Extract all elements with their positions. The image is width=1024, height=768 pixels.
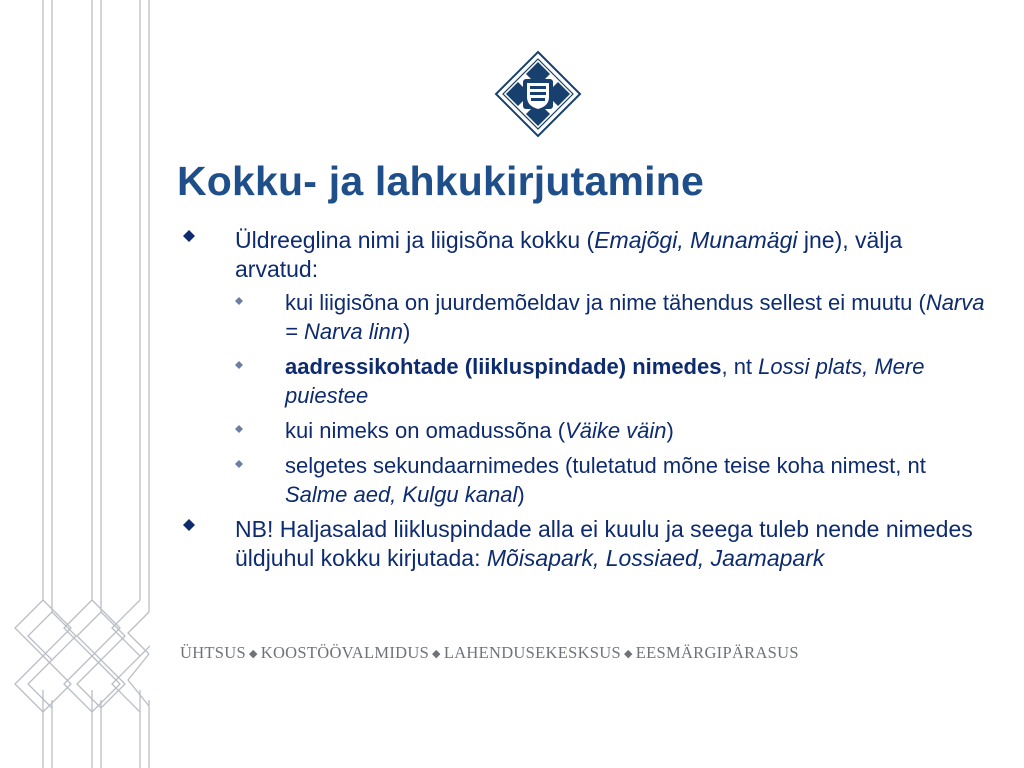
bullet-text-segment: Emajõgi, Munamägi	[594, 227, 798, 253]
bullet-text-segment: )	[403, 319, 411, 344]
bullet-text-segment: )	[517, 482, 525, 507]
bullet-text-segment: , nt	[721, 354, 759, 379]
bullet-text-segment: selgetes sekundaarnimedes (tuletatud mõne teise koha nimest, nt	[285, 453, 926, 478]
bullet-text-segment: )	[666, 418, 674, 443]
bullet-text-segment: kui nimeks on omadussõna (	[285, 418, 566, 443]
diamond-bullet-icon	[183, 230, 195, 242]
motto-separator-icon: ◆	[248, 648, 258, 660]
bullet-item	[180, 226, 990, 284]
bullet-text-segment: Lossi plats, Mere puiestee	[285, 354, 925, 408]
sub-bullet-item	[180, 352, 990, 410]
slide-title: Kokku- ja lahkukirjutamine	[177, 158, 704, 204]
bullet-item	[180, 515, 990, 573]
sub-bullet-item	[180, 416, 990, 445]
bullet-text-segment: kui liigisõna on juurdemõeldav ja nime tähendus sellest ei muutu (	[285, 290, 926, 315]
motto-separator-icon: ◆	[623, 648, 633, 660]
bullet-text-segment: Salme aed, Kulgu kanal	[285, 482, 518, 507]
motto-footer	[180, 643, 799, 663]
diamond-bullet-icon	[235, 425, 243, 433]
diamond-bullet-icon	[235, 460, 243, 468]
decorative-lattice	[0, 0, 150, 768]
sub-bullet-item	[180, 451, 990, 509]
estonian-coat-of-arms-icon	[494, 50, 582, 138]
bullet-text-segment: Mõisapark, Lossiaed, Jaamapark	[486, 545, 825, 571]
motto-separator-icon: ◆	[432, 648, 441, 660]
bullet-text-segment: jne), välja arvatud:	[235, 227, 903, 282]
motto-word: ÜHTSUS	[180, 643, 246, 662]
diamond-bullet-icon	[235, 297, 243, 305]
diamond-bullet-icon	[183, 519, 195, 531]
bullet-text-segment: Narva = Narva linn	[285, 290, 985, 344]
bullet-text-segment: Üldreeglina nimi ja liigisõna kokku (	[235, 227, 595, 253]
bullet-text-segment: Väike väin	[565, 418, 667, 443]
bullet-text-segment: aadressikohtade (liikluspindade) nimedes	[285, 354, 722, 379]
bullet-list	[180, 226, 990, 577]
sub-bullet-item	[180, 288, 990, 346]
bullet-text-segment: NB! Haljasalad liikluspindade alla ei kuulu ja seega tuleb nende nimedes üldjuhul kokku kirjutada:	[235, 516, 973, 571]
motto-word: EESMÄRGIPÄRASUS	[635, 643, 799, 662]
motto-word: KOOSTÖÖVALMIDUS	[260, 643, 430, 662]
diamond-bullet-icon	[235, 361, 243, 369]
motto-word: LAHENDUSEKESKSUS	[443, 643, 621, 662]
